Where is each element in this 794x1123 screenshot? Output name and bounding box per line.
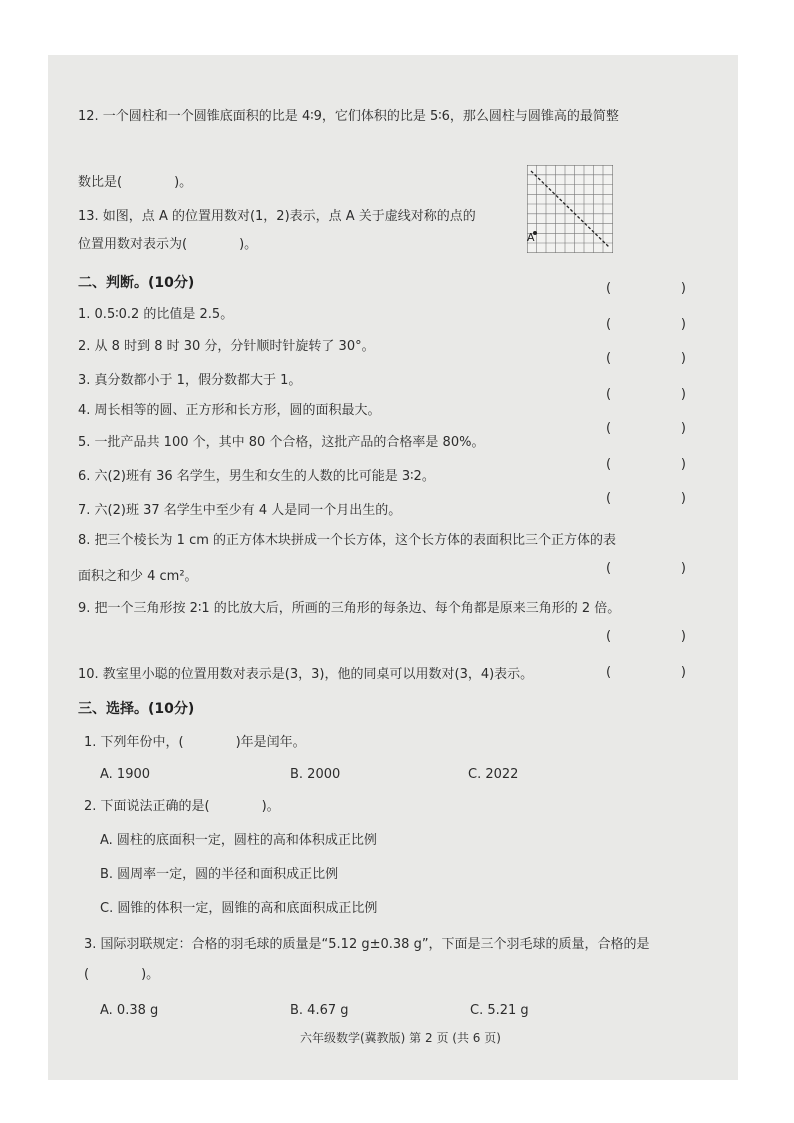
choice3-option-a: A. 0.38 g	[100, 1003, 159, 1018]
answer-paren	[606, 664, 686, 682]
paren-open: (	[606, 281, 612, 296]
paren-open: (	[606, 421, 612, 436]
judge-item: 1. 0.5∶0.2 的比值是 2.5。	[78, 307, 234, 322]
q13-line1: 13. 如图，点 A 的位置用数对(1，2)表示，点 A 关于虚线对称的点的	[78, 209, 476, 224]
judge-item: 2. 从 8 时到 8 时 30 分，分针顺时针旋转了 30°。	[78, 339, 375, 354]
choice3-blank: ( )。	[84, 967, 160, 982]
paren-close: )	[680, 421, 686, 436]
section2-title: 二、判断。(10分)	[78, 275, 195, 291]
answer-paren	[606, 420, 686, 438]
judge-item: 8. 把三个棱长为 1 cm 的正方体木块拼成一个长方体，这个长方体的表面积比三个正方体的表	[78, 533, 617, 548]
judge-item: 9. 把一个三角形按 2∶1 的比放大后，所画的三角形的每条边、每个角都是原来三角形的 2 倍。	[78, 601, 621, 616]
choice2-option-a: A. 圆柱的底面积一定，圆柱的高和体积成正比例	[100, 833, 377, 848]
paren-open: (	[606, 387, 612, 402]
paren-close: )	[680, 281, 686, 296]
paren-close: )	[680, 317, 686, 332]
paren-close: )	[680, 387, 686, 402]
choice1-stem: 1. 下列年份中，( )年是闰年。	[84, 735, 306, 750]
choice1-option-c: C. 2022	[468, 767, 519, 782]
q12-line1: 12. 一个圆柱和一个圆锥底面积的比是 4∶9，它们体积的比是 5∶6，那么圆柱与圆锥高的最简整	[78, 109, 619, 124]
paren-close: )	[680, 491, 686, 506]
choice2-option-c: C. 圆锥的体积一定，圆锥的高和底面积成正比例	[100, 901, 378, 916]
choice2-stem: 2. 下面说法正确的是( )。	[84, 799, 280, 814]
grid-point-label: A	[527, 231, 535, 244]
choice1-option-b: B. 2000	[290, 767, 341, 782]
paren-open: (	[606, 491, 612, 506]
answer-paren	[606, 628, 686, 646]
answer-paren	[606, 560, 686, 578]
answer-paren	[606, 316, 686, 334]
judge-item: 3. 真分数都小于 1，假分数都大于 1。	[78, 373, 302, 388]
paren-open: (	[606, 457, 612, 472]
paren-open: (	[606, 317, 612, 332]
answer-paren	[606, 350, 686, 368]
choice1-option-a: A. 1900	[100, 767, 151, 782]
paren-close: )	[680, 561, 686, 576]
choice2-option-b: B. 圆周率一定，圆的半径和面积成正比例	[100, 867, 339, 882]
paren-close: )	[680, 351, 686, 366]
q12-line2: 数比是( )。	[78, 175, 193, 190]
answer-paren	[606, 386, 686, 404]
paren-open: (	[606, 665, 612, 680]
q13-line2: 位置用数对表示为( )。	[78, 237, 258, 252]
choice3-option-b: B. 4.67 g	[290, 1003, 349, 1018]
page-footer: 六年级数学(冀教版) 第 2 页 (共 6 页)	[300, 1031, 501, 1045]
section3-title: 三、选择。(10分)	[78, 701, 195, 717]
judge-item: 6. 六(2)班有 36 名学生，男生和女生的人数的比可能是 3∶2。	[78, 469, 435, 484]
judge-item: 面积之和少 4 cm²。	[78, 569, 198, 584]
answer-paren	[606, 456, 686, 474]
paren-open: (	[606, 351, 612, 366]
answer-paren	[606, 280, 686, 298]
choice3-option-c: C. 5.21 g	[470, 1003, 529, 1018]
paren-close: )	[680, 665, 686, 680]
judge-item: 5. 一批产品共 100 个，其中 80 个合格，这批产品的合格率是 80%。	[78, 435, 485, 450]
paren-open: (	[606, 561, 612, 576]
paren-open: (	[606, 629, 612, 644]
answer-paren	[606, 490, 686, 508]
choice3-stem: 3. 国际羽联规定：合格的羽毛球的质量是“5.12 g±0.38 g”，下面是三个羽毛球的质量，合格的是	[84, 937, 650, 952]
paren-close: )	[680, 457, 686, 472]
paren-close: )	[680, 629, 686, 644]
judge-item: 4. 周长相等的圆、正方形和长方形，圆的面积最大。	[78, 403, 381, 418]
coordinate-grid-figure	[527, 165, 613, 253]
judge-item: 10. 教室里小聪的位置用数对表示是(3，3)，他的同桌可以用数对(3，4)表示。	[78, 667, 534, 682]
judge-item: 7. 六(2)班 37 名学生中至少有 4 人是同一个月出生的。	[78, 503, 402, 518]
